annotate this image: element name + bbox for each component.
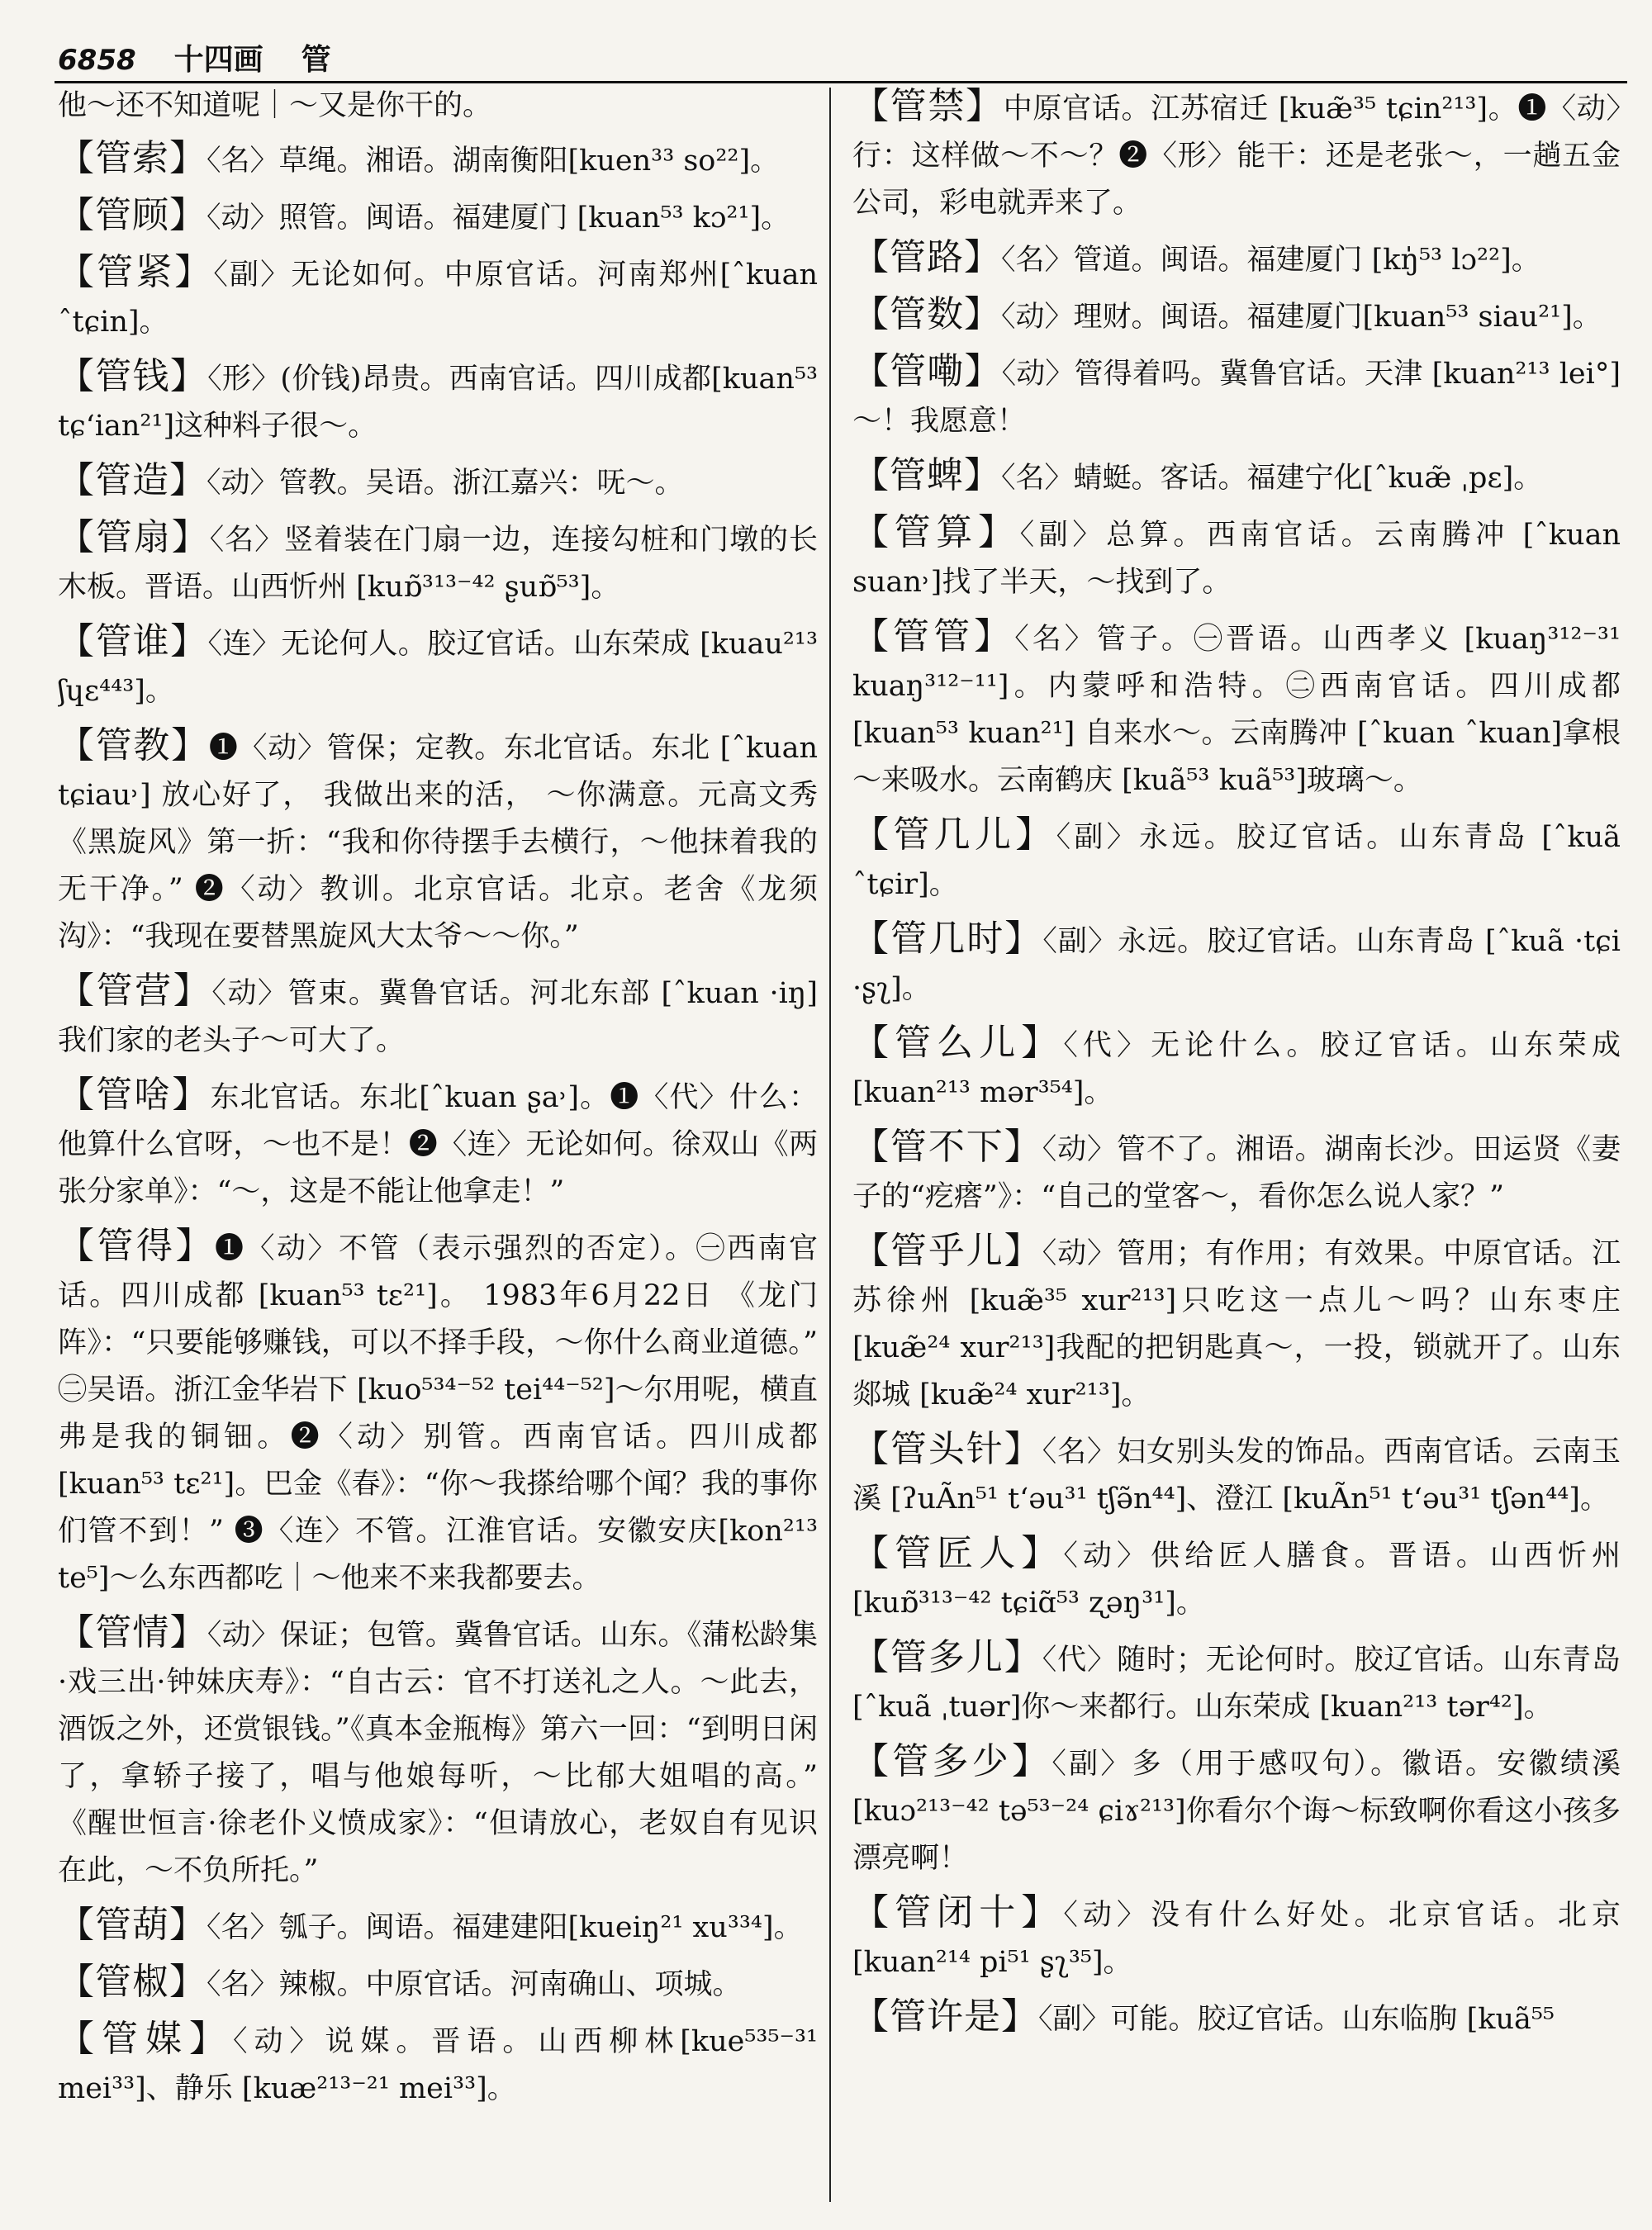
entry-definition: 〈副〉无论如何。中原官话。河南郑州[ˆkuan ˆtɕin]。 bbox=[58, 259, 818, 339]
entry-headword: 【管几儿】 bbox=[852, 814, 1056, 856]
dictionary-entry bbox=[852, 1530, 1621, 1627]
right-entry-list bbox=[852, 83, 1621, 2043]
entry-definition: 〈动〉没有什么好处。北京官话。北京 [kuan²¹⁴ pi⁵¹ ʂʅ³⁵]。 bbox=[852, 1899, 1621, 1979]
dictionary-entry bbox=[852, 1227, 1621, 1419]
dictionary-entry bbox=[852, 1738, 1621, 1882]
entry-definition: 〈副〉可能。胶辽官话。山东临朐 [kuã⁵⁵ bbox=[1038, 2003, 1555, 2036]
entry-headword: 【管许是】 bbox=[852, 1995, 1038, 2038]
entry-definition: 〈名〉管道。闽语。福建厦门 [kŋ̍⁵³ lɔ²²]。 bbox=[1001, 244, 1540, 277]
entry-definition: 〈动〉管束。冀鲁官话。河北东部 [ˆkuan ·iŋ]我们家的老头子～可大了。 bbox=[58, 977, 818, 1057]
dictionary-entry bbox=[58, 192, 818, 242]
dictionary-entry bbox=[852, 1019, 1621, 1117]
entry-headword: 【管匠人】 bbox=[852, 1532, 1064, 1574]
entry-headword: 【管扇】 bbox=[58, 516, 210, 558]
entry-headword: 【管教】 bbox=[58, 724, 209, 766]
entry-headword: 【管谁】 bbox=[58, 620, 208, 662]
entry-headword: 【管算】 bbox=[852, 511, 1020, 553]
stroke-count-label: 十四画 bbox=[173, 42, 263, 77]
entry-definition: 〈动〉管得着吗。冀鲁官话。天津 [kuan²¹³ lei°]～！我愿意！ bbox=[852, 358, 1621, 438]
entry-definition: 〈副〉永远。胶辽官话。山东青岛 [ˆkuã ˆtɕir]。 bbox=[852, 821, 1621, 901]
entry-definition: 〈副〉永远。胶辽官话。山东青岛 [ˆkuã ·tɕi ·ʂʅ]。 bbox=[852, 925, 1621, 1005]
dictionary-entry bbox=[58, 1071, 818, 1216]
entry-headword: 【管管】 bbox=[852, 615, 1015, 657]
entry-definition: 〈名〉竖着装在门扇一边，连接勾桩和门墩的长木板。晋语。山西忻州 [kuɒ̃³¹³⁻⁴² ʂuɒ̃⁵³]。 bbox=[58, 524, 818, 604]
entry-headword: 【管闭十】 bbox=[852, 1891, 1064, 1933]
dictionary-entry bbox=[852, 234, 1621, 284]
entry-headword: 【管顾】 bbox=[58, 194, 206, 236]
page-number: 6858 bbox=[58, 44, 136, 77]
dictionary-entry bbox=[58, 1609, 818, 1895]
entry-definition: 〈副〉多（用于感叹句）。徽语。安徽绩溪 [kuɔ²¹³⁻⁴² tə⁵³⁻²⁴ ɕiɤ²¹³]你看尔个诲～标致啊你看这小孩多漂亮啊！ bbox=[852, 1748, 1621, 1875]
entry-definition: ❶〈动〉不管（表示强烈的否定）。㊀西南官话。四川成都 [kuan⁵³ tɛ²¹]。 1983年6月22日 《龙门阵》：“只要能够赚钱，可以不择手段，～你什么商业道德。” ㊁吴语。浙江金华岩下 [kuo⁵³⁴⁻⁵² tei⁴⁴⁻⁵²]～尔用呢，横直弗是我的铜钿。❷〈动〉别管。西南官话。四川成都 [kuan⁵³ tɛ²¹]。巴金《春》：“你～我搽给哪个闻？我的事你们管不到！” ❸〈连〉不管。江淮官话。安徽安庆[kon²¹³ te⁵]～么东西都吃｜～他来不来我都要去。 bbox=[58, 1232, 818, 1595]
entry-headword: 【管乎儿】 bbox=[852, 1230, 1042, 1272]
header-character: 管 bbox=[301, 42, 331, 77]
entry-definition: 〈动〉保证；包管。冀鲁官话。山东。《蒲松龄集·戏三出·钟妹庆寿》：“自古云：官不打送礼之人。～此去，酒饭之外，还赏银钱。”《真本金瓶梅》第六一回：“到明日闲了，拿轿子接了，唱与他娘每听，～比郁大姐唱的高。” 《醒世恒言·徐老仆义愤成家》：“但请放心，老奴自有见识在此，～不负所托。” bbox=[58, 1619, 818, 1887]
entry-definition: 〈名〉草绳。湘语。湖南衡阳[kuen³³ so²²]。 bbox=[206, 145, 780, 178]
entry-definition: 〈动〉照管。闽语。福建厦门 [kuan⁵³ kɔ²¹]。 bbox=[206, 202, 790, 235]
dictionary-entry bbox=[58, 249, 818, 346]
entry-definition: 〈动〉管不了。湘语。湖南长沙。田运贤《妻子的“疙瘩”》：“自己的堂客～，看你怎么说人家？” bbox=[852, 1133, 1621, 1213]
entry-definition: 〈代〉无论什么。胶辽官话。山东荣成 [kuan²¹³ mər³⁵⁴]。 bbox=[852, 1029, 1621, 1109]
entry-headword: 【管头针】 bbox=[852, 1428, 1042, 1470]
dictionary-entry bbox=[852, 811, 1621, 909]
entry-headword: 【管钱】 bbox=[58, 355, 208, 397]
entry-definition: 〈动〉管教。吴语。浙江嘉兴：呒～。 bbox=[206, 467, 684, 500]
entry-headword: 【管多儿】 bbox=[852, 1636, 1042, 1678]
page-header bbox=[58, 17, 1627, 77]
entry-definition: 〈代〉随时；无论何时。胶辽官话。山东青岛 [ˆkuã ˌtuər]你～来都行。山东荣成 [kuan²¹³ tər⁴²]。 bbox=[852, 1644, 1621, 1724]
dictionary-entry bbox=[58, 1958, 818, 2009]
entry-definition: 中原官话。江苏宿迁 [kuæ̃³⁵ tɕin²¹³]。❶〈动〉行：这样做～不～？❷〈形〉能干：还是老张～，一趟五金公司，彩电就弄来了。 bbox=[852, 93, 1621, 220]
entry-headword: 【管路】 bbox=[852, 236, 1001, 278]
dictionary-entry bbox=[852, 83, 1621, 227]
entry-definition: 〈动〉供给匠人膳食。晋语。山西忻州 [kuɒ̃³¹³⁻⁴² tɕiɑ̃⁵³ ʐəŋ³¹]。 bbox=[852, 1540, 1621, 1620]
entry-definition: 〈动〉理财。闽语。福建厦门[kuan⁵³ siau²¹]。 bbox=[1001, 301, 1602, 334]
entry-definition: 东北官话。东北[ˆkuan ʂa˒]。❶〈代〉什么：他算什么官呀，～也不是！❷〈连〉无论如何。徐双山《两张分家单》：“～，这是不能让他拿走！” bbox=[58, 1081, 818, 1208]
entry-headword: 【管媒】 bbox=[58, 2018, 233, 2060]
dictionary-entry bbox=[58, 457, 818, 507]
entry-headword: 【管嘞】 bbox=[852, 350, 1002, 392]
entry-headword: 【管营】 bbox=[58, 970, 212, 1012]
right-column bbox=[852, 83, 1621, 2213]
entry-definition: 〈名〉管子。㊀晋语。山西孝义 [kuaŋ³¹²⁻³¹ kuaŋ³¹²⁻¹¹]。内蒙呼和浩特。㊁西南官话。四川成都 [kuan⁵³ kuan²¹] 自来水～。云南腾冲 [ˆkuan ˆkuan]拿根～来吸水。云南鹤庆 [kuã⁵³ kuã⁵³]玻璃～。 bbox=[852, 623, 1621, 797]
entry-headword: 【管蜱】 bbox=[852, 454, 1001, 496]
dictionary-entry bbox=[58, 722, 818, 961]
entry-definition: 〈名〉蜻蜓。客话。福建宁化[ˆkuæ̃ ˌpɛ]。 bbox=[1001, 462, 1543, 495]
entry-definition: 〈动〉说媒。晋语。山西柳林[kue⁵³⁵⁻³¹ mei³³]、静乐 [kuæ²¹³⁻²¹ mei³³]。 bbox=[58, 2025, 818, 2105]
dictionary-entry bbox=[852, 915, 1621, 1013]
dictionary-entry bbox=[852, 1993, 1621, 2043]
entry-headword: 【管多少】 bbox=[852, 1740, 1052, 1782]
dictionary-entry bbox=[58, 353, 818, 450]
dictionary-entry bbox=[58, 514, 818, 611]
entry-headword: 【管啥】 bbox=[58, 1074, 211, 1116]
dictionary-entry bbox=[852, 509, 1621, 606]
entry-headword: 【管几时】 bbox=[852, 918, 1043, 960]
entry-headword: 【管紧】 bbox=[58, 251, 214, 293]
entry-definition: 〈连〉无论何人。胶辽官话。山东荣成 [kuau²¹³ ʃɥɛ⁴⁴³]。 bbox=[58, 628, 818, 708]
dictionary-entry bbox=[58, 135, 818, 185]
dictionary-entry bbox=[852, 1634, 1621, 1731]
dictionary-entry bbox=[852, 348, 1621, 445]
dictionary-entry bbox=[58, 618, 818, 715]
entry-headword: 【管得】 bbox=[58, 1225, 215, 1267]
entry-headword: 【管索】 bbox=[58, 137, 206, 179]
entry-definition: 〈名〉辣椒。中原官话。河南确山、项城。 bbox=[206, 1968, 742, 2001]
left-column bbox=[58, 83, 818, 2213]
column-divider bbox=[829, 88, 831, 2202]
dictionary-entry bbox=[58, 1901, 818, 1952]
dictionary-entry bbox=[852, 291, 1621, 341]
entry-headword: 【管么儿】 bbox=[852, 1022, 1064, 1064]
entry-headword: 【管数】 bbox=[852, 293, 1001, 335]
entry-definition: 〈动〉管用；有作用；有效果。中原官话。江苏徐州 [kuæ̃³⁵ xur²¹³]只吃这一点儿～吗？山东枣庄 [kuæ̃²⁴ xur²¹³]我配的把钥匙真～，一投，锁就开了。山东郯城 [kuæ̃²⁴ xur²¹³]。 bbox=[852, 1237, 1621, 1412]
dictionary-entry bbox=[852, 452, 1621, 502]
entry-definition: 〈形〉(价钱)昂贵。西南官话。四川成都[kuan⁵³ tɕʻian²¹]这种料子很～。 bbox=[58, 363, 818, 443]
dictionary-entry bbox=[852, 613, 1621, 804]
dictionary-entry bbox=[58, 2015, 818, 2113]
dictionary-entry bbox=[58, 967, 818, 1065]
dictionary-entry bbox=[852, 1426, 1621, 1523]
entry-definition: 〈名〉妇女别头发的饰品。西南官话。云南玉溪 [ʔuÃn⁵¹ tʻəu³¹ tʃə̃n⁴⁴]、澄江 [kuÃn⁵¹ tʻəu³¹ tʃən⁴⁴]。 bbox=[852, 1435, 1621, 1516]
entry-headword: 【管禁】 bbox=[852, 85, 1004, 127]
entry-headword: 【管不下】 bbox=[852, 1126, 1042, 1168]
entry-headword: 【管椒】 bbox=[58, 1961, 206, 2003]
dictionary-entry bbox=[58, 1222, 818, 1602]
entry-definition: ❶〈动〉管保；定教。东北官话。东北 [ˆkuan tɕiau˒] 放心好了， 我做出来的活， ～你满意。元高文秀《黑旋风》第一折：“我和你待摆手去横行，～他抹着我的无干净。” ❷〈动〉教训。北京官话。北京。老舍《龙须沟》：“我现在要替黑旋风大太爷～～你。” bbox=[58, 732, 818, 953]
entry-definition: 〈副〉总算。西南官话。云南腾冲 [ˆkuan suan˒]找了半天，～找到了。 bbox=[852, 519, 1621, 599]
left-entry-list bbox=[58, 135, 818, 2113]
continuation-text: 他～还不知道呢｜～又是你干的。 bbox=[58, 89, 492, 122]
dictionary-entry bbox=[852, 1889, 1621, 1986]
entry-headword: 【管葫】 bbox=[58, 1904, 206, 1946]
entry-definition: 〈名〉瓠子。闽语。福建建阳[kueiŋ²¹ xu³³⁴]。 bbox=[206, 1911, 803, 1944]
dictionary-entry bbox=[852, 1123, 1621, 1221]
entry-headword: 【管情】 bbox=[58, 1611, 207, 1654]
entry-headword: 【管造】 bbox=[58, 459, 206, 501]
